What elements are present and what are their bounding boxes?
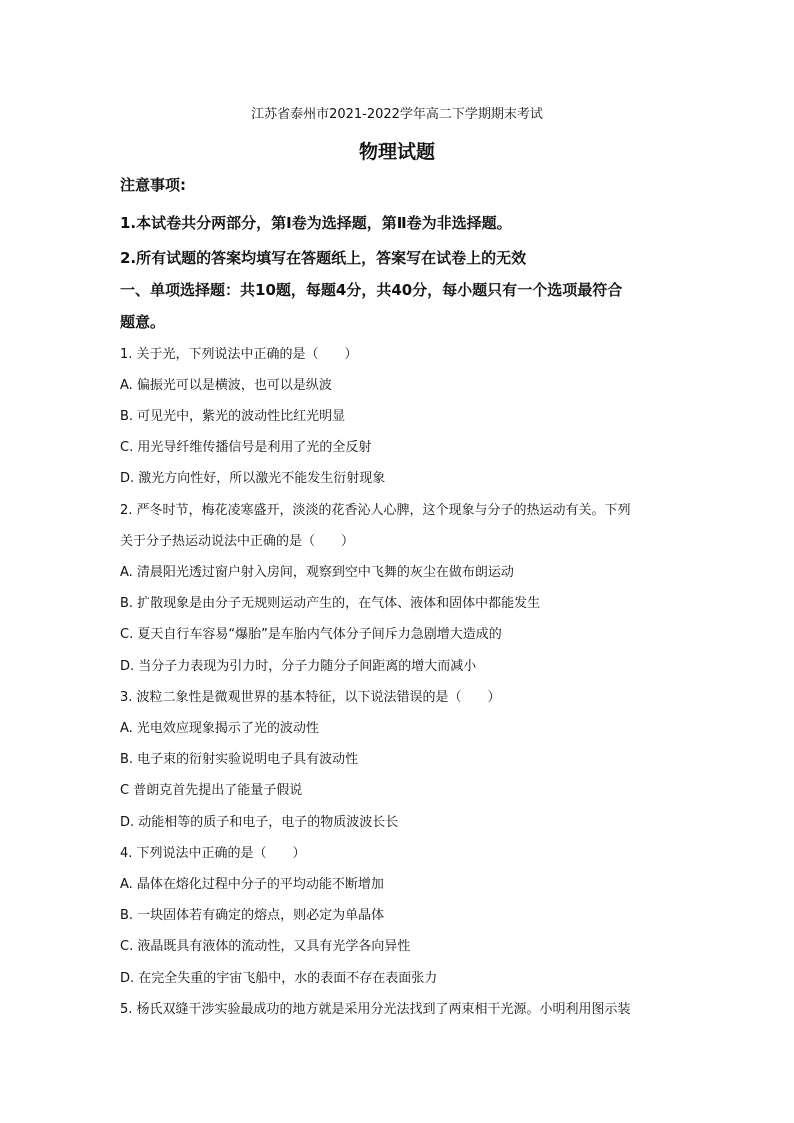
question-2-line-2: 关于分子热运动说法中正确的是（ ） [120,534,355,549]
q1-option-c: C. 用光导纤维传播信号是利用了光的全反射 [120,440,372,455]
note-1: 1.本试卷共分两部分，第Ⅰ卷为选择题，第Ⅱ卷为非选择题。 [120,214,512,232]
q4-option-d: D. 在完全失重的宇宙飞船中，水的表面不存在表面张力 [120,971,438,986]
q1-option-b: B. 可见光中，紫光的波动性比红光明显 [120,409,346,424]
q3-option-c: C 普朗克首先提出了能量子假说 [120,783,303,798]
q1-option-d: D. 激光方向性好，所以激光不能发生衍射现象 [120,471,386,486]
exam-header: 江苏省泰州市2021-2022学年高二下学期期末考试 [251,107,543,122]
section-heading-line-1: 一、单项选择题：共10题，每题4分，共40分，每小题只有一个选项最符合 [120,281,623,299]
question-3: 3. 波粒二象性是微观世界的基本特征，以下说法错误的是（ ） [120,690,501,705]
q4-option-c: C. 液晶既具有液体的流动性，又具有光学各向异性 [120,939,411,954]
question-2-line-1: 2. 严冬时节，梅花凌寒盛开，淡淡的花香沁人心脾，这个现象与分子的热运动有关。下列 [120,503,631,518]
q3-option-a: A. 光电效应现象揭示了光的波动性 [120,721,319,736]
question-1: 1. 关于光，下列说法中正确的是（ ） [120,347,358,362]
q2-option-b: B. 扩散现象是由分子无规则运动产生的，在气体、液体和固体中都能发生 [120,596,541,611]
question-5-line-1: 5. 杨氏双缝干涉实验最成功的地方就是采用分光法找到了两束相干光源。小明利用图示装 [120,1002,631,1017]
exam-title: 物理试题 [358,141,435,163]
q4-option-a: A. 晶体在熔化过程中分子的平均动能不断增加 [120,877,384,892]
q1-option-a: A. 偏振光可以是横波，也可以是纵波 [120,378,332,393]
section-heading-line-2: 题意。 [120,313,166,331]
note-2: 2.所有试题的答案均填写在答题纸上，答案写在试卷上的无效 [120,249,527,267]
question-4: 4. 下列说法中正确的是（ ） [120,846,306,861]
q3-option-b: B. 电子束的衍射实验说明电子具有波动性 [120,752,359,767]
q2-option-d: D. 当分子力表现为引力时，分子力随分子间距离的增大而减小 [120,659,477,674]
q2-option-a: A. 清晨阳光透过窗户射入房间，观察到空中飞舞的灰尘在做布朗运动 [120,565,514,580]
q4-option-b: B. 一块固体若有确定的熔点，则必定为单晶体 [120,908,385,923]
notice-heading: 注意事项: [120,176,186,194]
q3-option-d: D. 动能相等的质子和电子，电子的物质波波长长 [120,815,399,830]
q2-option-c: C. 夏天自行车容易“爆胎”是车胎内气体分子间斥力急剧增大造成的 [120,627,502,642]
